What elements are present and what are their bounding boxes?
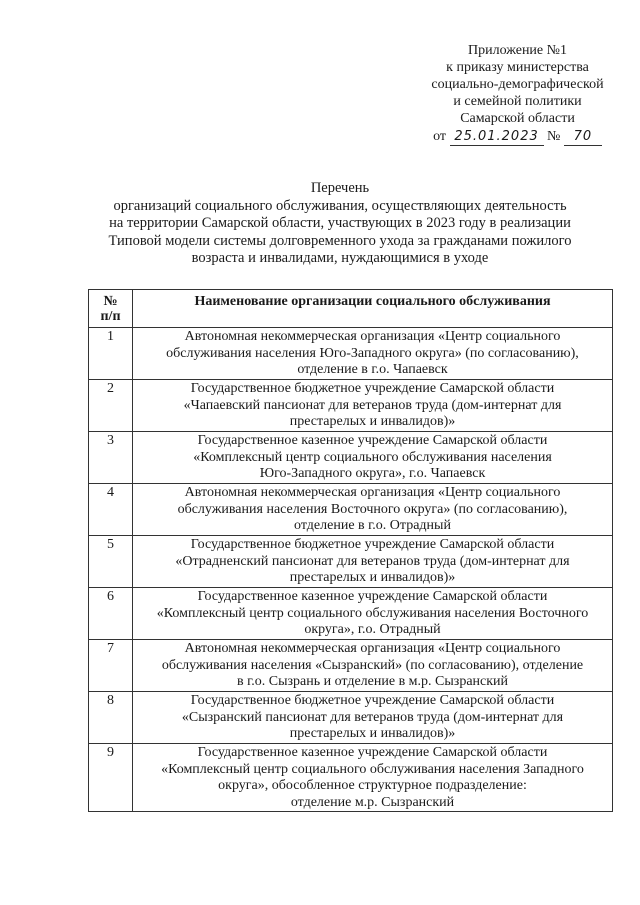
organizations-table xyxy=(88,289,613,812)
appendix-line: Приложение №1 xyxy=(468,43,567,58)
row-number: 8 xyxy=(89,692,133,744)
header-name: Наименование организации социального обслуживания xyxy=(133,290,613,328)
title-line: на территории Самарской области, участвующих в 2023 году в реализации xyxy=(109,215,571,231)
row-number: 1 xyxy=(89,328,133,380)
row-number: 5 xyxy=(89,536,133,588)
table-row xyxy=(89,744,613,812)
row-organization: Государственное казенное учреждение Самарской области «Комплексный центр социального обслуживания населения Юго-Западного округа», г.о. Чапаевск xyxy=(133,432,613,484)
title-line: Перечень xyxy=(310,180,370,196)
number-label: № xyxy=(547,129,561,144)
table-row xyxy=(89,432,613,484)
row-organization: Автономная некоммерческая организация «Центр социального обслуживания населения Юго-Западного округа» (по согласованию), отделение в г.о. Чапаевск xyxy=(133,328,613,380)
order-date-number xyxy=(395,128,640,146)
order-date: 25.01.2023 xyxy=(450,128,544,146)
appendix-line: к приказу министерства xyxy=(446,60,589,75)
appendix-line: и семейной политики xyxy=(453,94,582,109)
table-row xyxy=(89,588,613,640)
row-organization: Государственное казенное учреждение Самарской области «Комплексный центр социального обслуживания населения Западного округа», обособленное структурное подразделение: отделение м.р. Сызранский xyxy=(133,744,613,812)
title-line: организаций социального обслуживания, осуществляющих деятельность xyxy=(113,197,567,214)
appendix-line: Самарской области xyxy=(460,111,575,126)
title-line: возраста и инвалидами, нуждающимися в уходе xyxy=(191,250,489,266)
table-row xyxy=(89,536,613,588)
appendix-line: социально-демографической xyxy=(431,77,604,92)
row-number: 3 xyxy=(89,432,133,484)
header-number: № п/п xyxy=(89,290,133,328)
title-line: Типовой модели системы долговременного ухода за гражданами пожилого xyxy=(108,232,572,249)
table-row xyxy=(89,640,613,692)
row-number: 2 xyxy=(89,380,133,432)
document-title xyxy=(60,180,620,268)
table-row xyxy=(89,328,613,380)
order-number: 70 xyxy=(564,128,602,146)
row-number: 9 xyxy=(89,744,133,812)
table-row xyxy=(89,484,613,536)
row-organization: Автономная некоммерческая организация «Центр социального обслуживания населения «Сызранский» (по согласованию), отделение в г.о. Сызрань и отделение в м.р. Сызранский xyxy=(133,640,613,692)
row-organization: Государственное бюджетное учреждение Самарской области «Сызранский пансионат для ветеранов труда (дом-интернат для престарелых и инвалидов)» xyxy=(133,692,613,744)
appendix-block xyxy=(395,42,640,146)
row-organization: Государственное казенное учреждение Самарской области «Комплексный центр социального обслуживания населения Восточного округа», г.о. Отрадный xyxy=(133,588,613,640)
table-header-row xyxy=(89,290,613,328)
row-organization: Государственное бюджетное учреждение Самарской области «Чапаевский пансионат для ветеранов труда (дом-интернат для престарелых и инвалидов)» xyxy=(133,380,613,432)
row-number: 7 xyxy=(89,640,133,692)
table-row xyxy=(89,692,613,744)
row-number: 4 xyxy=(89,484,133,536)
row-number: 6 xyxy=(89,588,133,640)
row-organization: Автономная некоммерческая организация «Центр социального обслуживания населения Восточного округа» (по согласованию), отделение в г.о. Отрадный xyxy=(133,484,613,536)
table-row xyxy=(89,380,613,432)
from-label: от xyxy=(433,129,447,144)
row-organization: Государственное бюджетное учреждение Самарской области «Отрадненский пансионат для ветеранов труда (дом-интернат для престарелых и инвалидов)» xyxy=(133,536,613,588)
